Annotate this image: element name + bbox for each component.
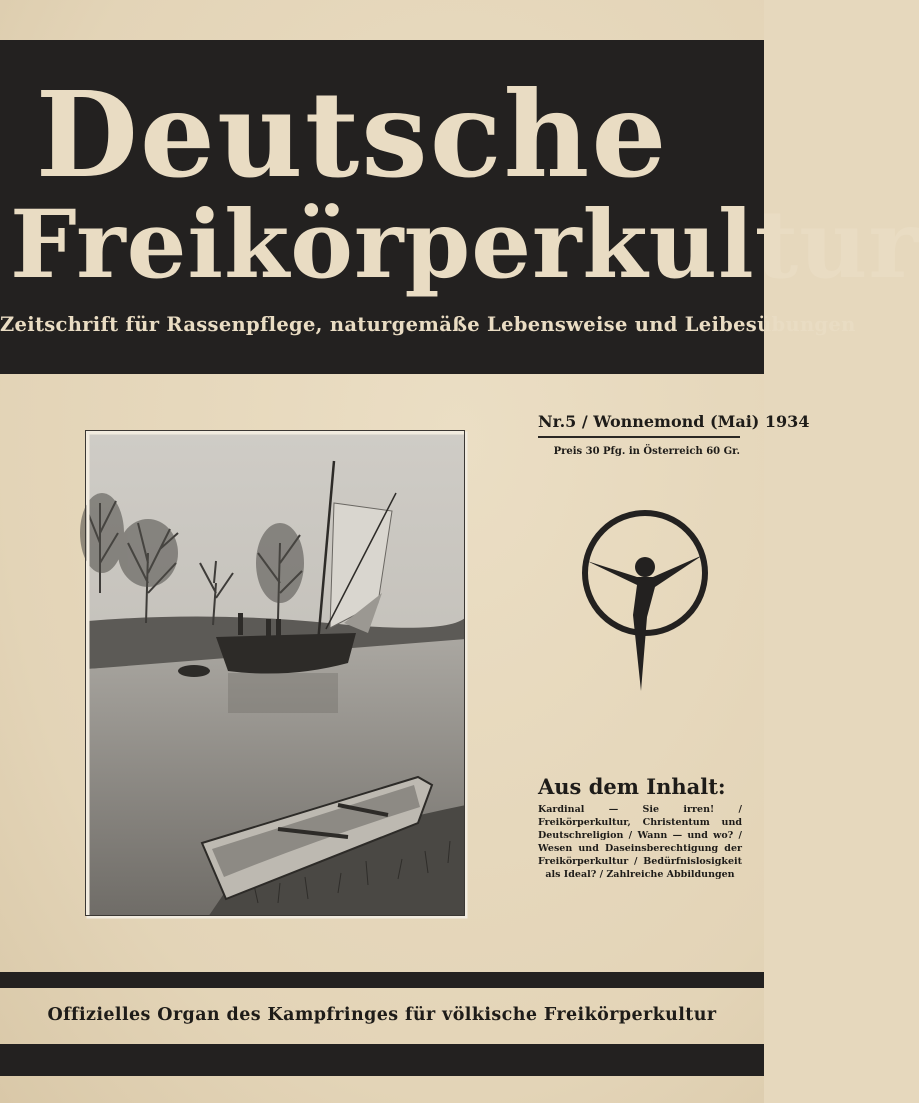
masthead-band bbox=[0, 40, 919, 374]
title-line-1: Deutsche bbox=[35, 65, 669, 204]
issue-divider bbox=[538, 436, 740, 438]
title-line-2: Freikörperkultur bbox=[10, 190, 919, 300]
footer-tagline: Offizielles Organ des Kampfringes für völkische Freikörperkultur bbox=[47, 1005, 717, 1025]
footer-rule-bottom bbox=[0, 1044, 764, 1076]
circle-figure-emblem-icon bbox=[575, 505, 715, 700]
cover-photo-sailboat bbox=[86, 431, 464, 915]
issue-number-date: Nr.5 / Wonnemond (Mai) 1934 bbox=[538, 412, 810, 431]
footer-rule-top bbox=[0, 972, 764, 988]
contents-heading: Aus dem Inhalt: bbox=[538, 774, 726, 799]
subtitle: Zeitschrift für Rassenpflege, naturgemäße Lebensweise und Leibesübungen bbox=[0, 313, 856, 336]
contents-list: Kardinal — Sie irren! / Freikörperkultur, Christentum und Deutschreligion / Wann — und wo? / Wesen und Daseinsberechtigung der Freikörperkultur / Bedürfnislosigkeit als Ideal? / Zahlreiche Abbildungen bbox=[538, 804, 742, 880]
issue-price: Preis 30 Pfg. in Österreich 60 Gr. bbox=[553, 446, 740, 457]
